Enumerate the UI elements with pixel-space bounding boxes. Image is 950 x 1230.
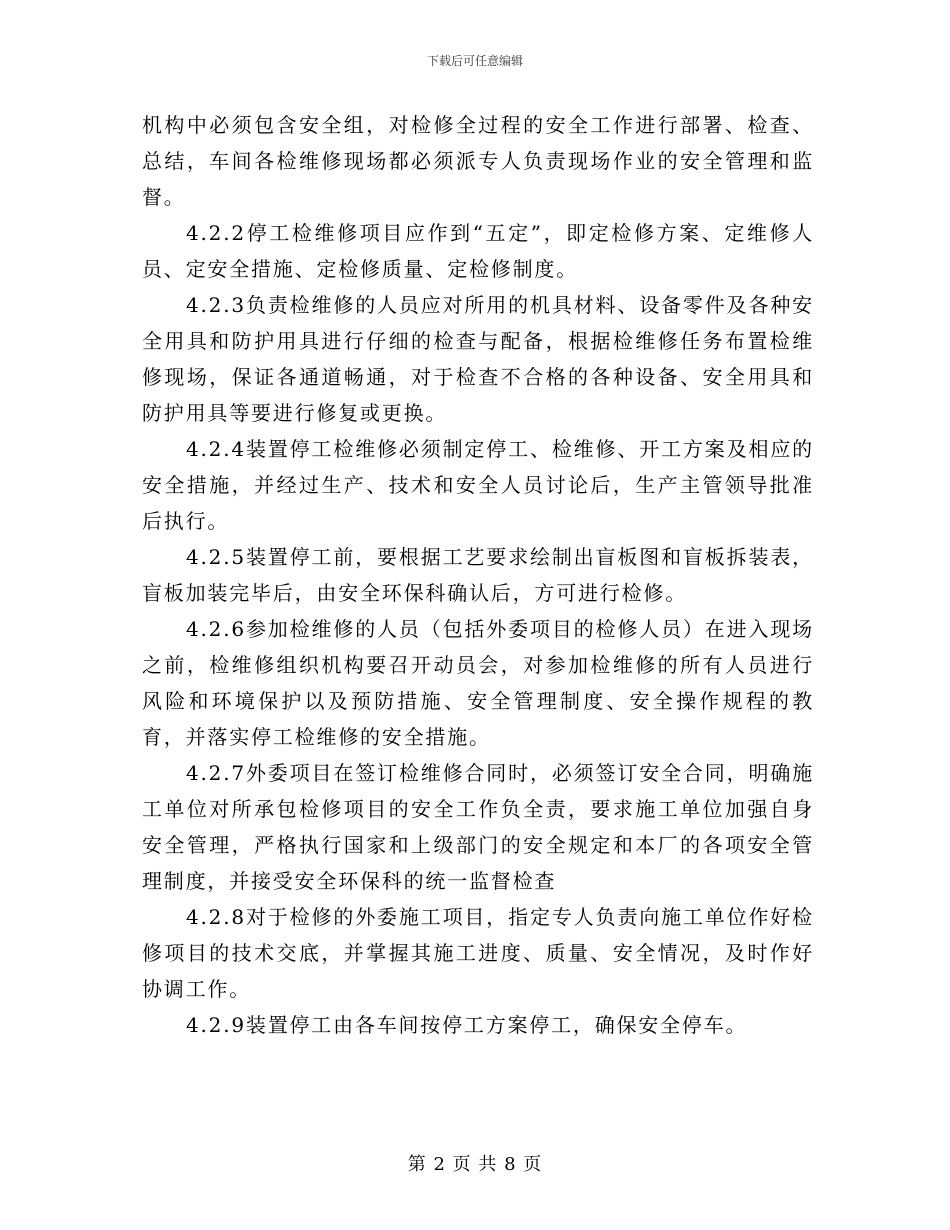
paragraph-4-2-5: 4.2.5装置停工前，要根据工艺要求绘制出盲板图和盲板拆装表，盲板加装完毕后，由安全环保科确认后，方可进行检修。 <box>142 545 814 605</box>
paragraph-4-2-6: 4.2.6参加检维修的人员（包括外委项目的检修人员）在进入现场之前，检维修组织机构要召开动员会，对参加检维修的所有人员进行风险和环境保护以及预防措施、安全管理制度、安全操作规程的教育，并落实停工检维修的安全措施。 <box>142 617 814 749</box>
paragraph-continuation: 机构中必须包含安全组，对检修全过程的安全工作进行部署、检查、总结，车间各检维修现场都必须派专人负责现场作业的安全管理和监督。 <box>142 113 814 209</box>
document-body <box>142 107 814 1043</box>
paragraph-4-2-4: 4.2.4装置停工检维修必须制定停工、检维修、开工方案及相应的安全措施，并经过生产、技术和安全人员讨论后，生产主管领导批准后执行。 <box>142 437 814 533</box>
paragraph-4-2-9: 4.2.9装置停工由各车间按停工方案停工，确保安全停车。 <box>186 1013 748 1037</box>
page-number-footer: 第 2 页 共 8 页 <box>407 1154 543 1175</box>
paragraph-4-2-2: 4.2.2停工检维修项目应作到“五定”，即定检修方案、定维修人员、定安全措施、定检修质量、定检修制度。 <box>142 221 814 281</box>
paragraph-4-2-8: 4.2.8对于检修的外委施工项目，指定专人负责向施工单位作好检修项目的技术交底，并掌握其施工进度、质量、安全情况，及时作好协调工作。 <box>142 905 814 1001</box>
paragraph-4-2-7: 4.2.7外委项目在签订检维修合同时，必须签订安全合同，明确施工单位对所承包检修项目的安全工作负全责，要求施工单位加强自身安全管理，严格执行国家和上级部门的安全规定和本厂的各项安全管理制度，并接受安全环保科的统一监督检查 <box>142 761 814 893</box>
page-header: 下载后可任意编辑 <box>426 54 523 68</box>
paragraph-4-2-3: 4.2.3负责检维修的人员应对所用的机具材料、设备零件及各种安全用具和防护用具进行仔细的检查与配备，根据检维修任务布置检维修现场，保证各通道畅通，对于检查不合格的各种设备、安全用具和防护用具等要进行修复或更换。 <box>142 293 814 425</box>
